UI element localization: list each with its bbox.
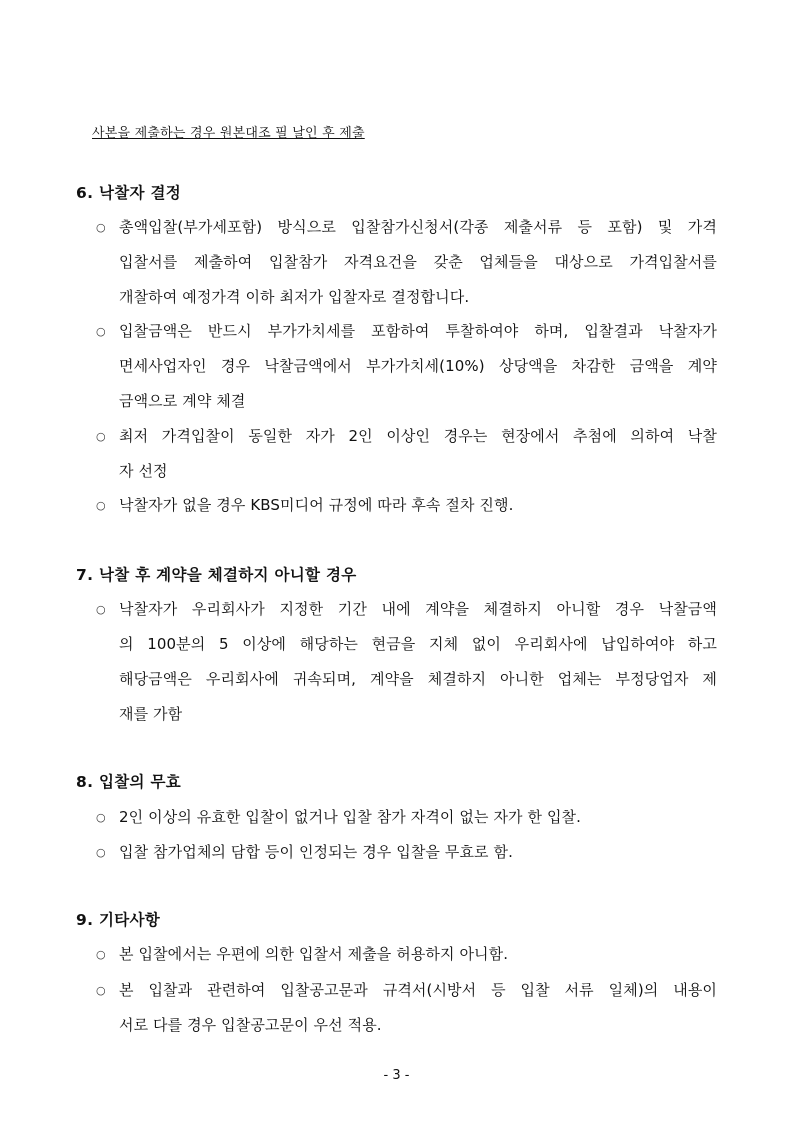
section7-item1-line1: 낙찰자가 우리회사가 지정한 기간 내에 계약을 체결하지 아니할 경우 낙찰금액 [119,600,717,618]
section-title-other-matters: 9. 기타사항 [76,911,161,929]
section8-item1-line1: 2인 이상의 유효한 입찰이 없거나 입찰 참가 자격이 없는 자가 한 입찰. [119,808,581,826]
section6-item3-line2: 자 선정 [119,462,168,480]
bullet-icon: ○ [96,603,106,616]
section6-item1-line1: 총액입찰(부가세포함) 방식으로 입찰참가신청서(각종 제출서류 등 포함) 및 가격 [119,218,717,236]
section6-item2-line2: 면세사업자인 경우 낙찰금액에서 부가가치세(10%) 상당액을 차감한 금액을 계약 [119,357,717,375]
bullet-icon: ○ [96,984,106,997]
section6-item3-line1: 최저 가격입찰이 동일한 자가 2인 이상인 경우는 현장에서 추첨에 의하여 낙찰 [119,427,717,445]
original-copy-note: 사본을 제출하는 경우 원본대조 필 날인 후 제출 [92,126,365,141]
bullet-icon: ○ [96,430,106,443]
section9-item2-line1: 본 입찰과 관련하여 입찰공고문과 규격서(시방서 등 입찰 서류 일체)의 내용이 [119,981,717,999]
section6-item2-line3: 금액으로 계약 체결 [119,392,246,410]
section7-item1-line4: 재를 가함 [119,705,183,723]
section6-item4-line1: 낙찰자가 없을 경우 KBS미디어 규정에 따라 후속 절차 진행. [119,496,514,514]
section6-item2-line1: 입찰금액은 반드시 부가가치세를 포함하여 투찰하여야 하며, 입찰결과 낙찰자가 [119,322,717,340]
bullet-icon: ○ [96,325,106,338]
section7-item1-line3: 해당금액은 우리회사에 귀속되며, 계약을 체결하지 아니한 업체는 부정당업자 제 [119,670,717,688]
bullet-icon: ○ [96,499,106,512]
page-number: - 3 - [383,1068,410,1083]
section7-item1-line2: 의 100분의 5 이상에 해당하는 현금을 지체 없이 우리회사에 납입하여야 하고 [119,635,717,653]
section-title-winner-decision: 6. 낙찰자 결정 [76,184,182,202]
section9-item1-line1: 본 입찰에서는 우편에 의한 입찰서 제출을 허용하지 아니함. [119,945,509,963]
bullet-icon: ○ [96,221,106,234]
section-title-contract-failure: 7. 낙찰 후 계약을 체결하지 아니할 경우 [76,566,357,584]
section8-item2-line1: 입찰 참가업체의 담합 등이 인정되는 경우 입찰을 무효로 함. [119,843,513,861]
bullet-icon: ○ [96,948,106,961]
section-title-bid-invalidity: 8. 입찰의 무효 [76,773,182,791]
section6-item1-line2: 입찰서를 제출하여 입찰참가 자격요건을 갖춘 업체들을 대상으로 가격입찰서를 [119,253,717,271]
bullet-icon: ○ [96,846,106,859]
section6-item1-line3: 개찰하여 예정가격 이하 최저가 입찰자로 결정합니다. [119,288,470,306]
section9-item2-line2: 서로 다를 경우 입찰공고문이 우선 적용. [119,1016,382,1034]
bullet-icon: ○ [96,811,106,824]
